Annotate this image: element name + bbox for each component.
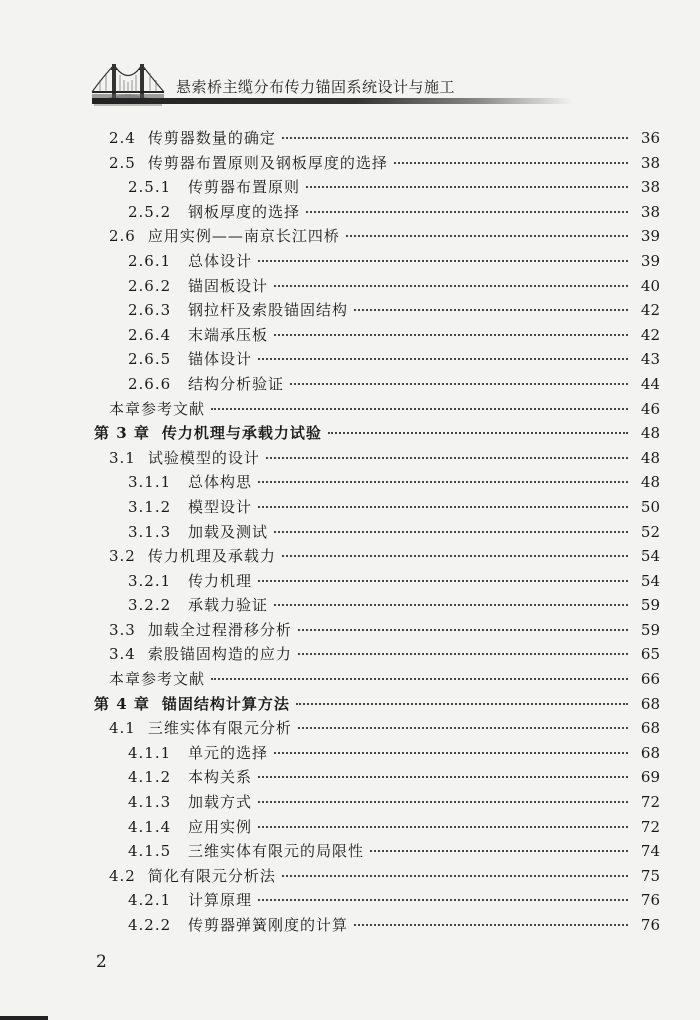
dot-leader [296,702,628,705]
toc-entry-page: 76 [640,916,660,934]
dot-leader [274,333,628,336]
toc-entry-title: 承载力验证 [188,596,269,615]
dot-leader [274,530,628,533]
dot-leader [298,726,628,729]
toc-entry-title: 应用实例 [188,817,253,836]
dot-leader [258,259,628,262]
toc-entry [94,741,660,766]
toc-entry-number: 4.2.1 [128,891,172,910]
toc-entry-number: 2.6.1 [128,251,172,270]
dot-leader [258,480,628,483]
toc-entry-page: 39 [640,227,660,246]
toc-entry-number: 3.1.1 [128,473,172,492]
toc-entry-title: 传力机理 [188,571,253,590]
toc-entry-number: 3.2.1 [128,571,172,590]
corner-mark [0,1016,48,1020]
toc-entry [94,249,660,274]
toc-entry-title: 传剪器布置原则 [188,178,301,197]
toc-entry-number: 2.6.5 [128,350,172,369]
toc-entry [94,126,660,151]
page-number: 2 [96,952,107,972]
toc-entry-title: 加载及测试 [188,522,269,541]
toc-entry-title: 单元的选择 [188,743,269,762]
toc-entry [94,544,660,569]
toc-entry-number: 4.1 [109,719,136,738]
dot-leader [258,775,628,778]
toc-entry-title: 传剪器布置原则及钢板厚度的选择 [147,153,388,172]
toc-entry-title: 试验模型的设计 [147,448,260,467]
toc-entry-page: 38 [640,202,660,221]
toc-entry-title: 本章参考文献 [109,399,206,418]
toc-entry [94,372,660,397]
toc-chapter-entry [94,692,660,717]
dot-leader [306,185,628,188]
toc-entry [94,347,660,372]
toc-entry-number: 4.2.2 [128,916,172,934]
toc-entry-title: 应用实例——南京长江四桥 [147,227,340,246]
toc-entry [94,888,660,913]
toc-entry-page: 54 [640,571,660,590]
book-title: 悬索桥主缆分布传力锚固系统设计与施工 [176,78,456,96]
toc-entry-title: 钢板厚度的选择 [188,202,301,221]
toc-entry-title: 传力机理与承载力试验 [161,424,322,443]
toc-entry-title: 简化有限元分析法 [147,866,276,885]
toc-entry-page: 42 [640,301,660,320]
toc-entry-page: 40 [640,276,660,295]
toc-entry-page: 59 [640,620,660,639]
dot-leader [394,161,628,164]
toc-entry-page: 76 [640,891,660,910]
toc-entry-number: 第 4 章 [94,694,150,713]
toc-entry-number: 2.6.3 [128,301,172,320]
toc-entry-page: 65 [640,645,660,664]
header-rule [92,98,572,104]
toc-entry-number: 2.4 [109,129,136,147]
toc-entry [94,864,660,889]
toc-entry-page: 43 [640,350,660,369]
running-header [92,58,572,110]
toc-entry-number: 3.1.3 [128,522,172,541]
toc-entry-page: 68 [640,719,660,738]
toc-entry-number: 3.1.2 [128,497,172,516]
toc-entry [94,642,660,667]
toc-entry-number: 2.5.1 [128,178,172,197]
dot-leader [354,308,628,311]
toc-entry-page: 59 [640,596,660,615]
dot-leader [211,407,628,410]
toc-entry-page: 74 [640,842,660,861]
dot-leader [258,357,628,360]
toc-entry [94,298,660,323]
dot-leader [282,136,628,139]
toc-entry [94,716,660,741]
toc-entry-title: 模型设计 [188,497,253,516]
toc-entry-number: 2.5 [109,153,136,172]
toc-entry-page: 48 [640,448,660,467]
toc-entry [94,593,660,618]
dot-leader [306,210,628,213]
toc-entry-page: 52 [640,522,660,541]
toc-entry [94,200,660,225]
dot-leader [258,898,628,901]
dot-leader [258,800,628,803]
toc-entry-page: 38 [640,153,660,172]
toc-entry-page: 72 [640,817,660,836]
dot-leader [370,849,628,852]
dot-leader [328,431,628,434]
toc-entry-title: 锚固板设计 [188,276,269,295]
toc-entry-title: 本构关系 [188,768,253,787]
toc-entry-number: 4.1.3 [128,793,172,812]
toc-entry [94,765,660,790]
toc-entry-title: 总体构思 [188,473,253,492]
toc-entry-page: 39 [640,251,660,270]
toc-entry-number: 4.1.5 [128,842,172,861]
toc-entry-title: 本章参考文献 [109,670,206,689]
table-of-contents [94,126,660,938]
toc-entry-number: 4.1.4 [128,817,172,836]
dot-leader [258,505,628,508]
toc-entry-number: 4.1.2 [128,768,172,787]
dot-leader [290,382,628,385]
dot-leader [282,554,628,557]
toc-entry [94,175,660,200]
toc-entry [94,815,660,840]
toc-chapter-entry [94,421,660,446]
toc-entry-number: 2.6.2 [128,276,172,295]
dot-leader [274,751,628,754]
toc-entry-number: 3.3 [109,620,136,639]
toc-entry-number: 2.6 [109,227,136,246]
toc-entry-number: 3.4 [109,645,136,664]
toc-entry [94,839,660,864]
dot-leader [298,628,628,631]
toc-entry-number: 3.1 [109,448,136,467]
toc-entry-page: 75 [640,866,660,885]
toc-entry-page: 69 [640,768,660,787]
toc-entry-page: 68 [640,694,660,713]
dot-leader [258,579,628,582]
toc-entry-number: 3.2 [109,547,136,566]
toc-entry [94,224,660,249]
toc-entry [94,790,660,815]
toc-entry-page: 68 [640,743,660,762]
dot-leader [258,825,628,828]
toc-entry-page: 50 [640,497,660,516]
toc-entry-title: 结构分析验证 [188,374,285,393]
toc-entry-number: 3.2.2 [128,596,172,615]
toc-entry-page: 38 [640,178,660,197]
toc-entry-page: 54 [640,547,660,566]
dot-leader [298,652,628,655]
toc-entry-page: 44 [640,374,660,393]
toc-entry-page: 36 [640,129,660,147]
toc-entry [94,618,660,643]
toc-entry [94,151,660,176]
toc-entry-title: 传力机理及承载力 [147,547,276,566]
toc-entry-title: 三维实体有限元的局限性 [188,842,365,861]
dot-leader [346,234,628,237]
toc-entry-title: 传剪器弹簧刚度的计算 [188,916,349,934]
toc-entry-number: 第 3 章 [94,424,150,443]
toc-entry-number: 4.2 [109,866,136,885]
toc-entry [94,667,660,692]
dot-leader [282,874,628,877]
dot-leader [211,677,628,680]
toc-entry-title: 加载方式 [188,793,253,812]
dot-leader [266,456,628,459]
toc-entry-title: 三维实体有限元分析 [147,719,292,738]
toc-entry-page: 42 [640,325,660,344]
toc-entry [94,274,660,299]
toc-entry [94,495,660,520]
toc-entry [94,470,660,495]
toc-entry-title: 锚体设计 [188,350,253,369]
toc-entry [94,446,660,471]
toc-entry-title: 末端承压板 [188,325,269,344]
toc-entry-page: 66 [640,670,660,689]
toc-entry-page: 48 [640,473,660,492]
toc-entry-title: 计算原理 [188,891,253,910]
toc-entry [94,397,660,422]
toc-entry [94,323,660,348]
toc-entry-title: 加载全过程滑移分析 [147,620,292,639]
dot-leader [274,603,628,606]
toc-entry-title: 传剪器数量的确定 [147,129,276,147]
toc-entry-title: 总体设计 [188,251,253,270]
toc-entry-title: 索股锚固构造的应力 [147,645,292,664]
toc-entry [94,569,660,594]
toc-entry-number: 2.6.6 [128,374,172,393]
toc-entry-page: 46 [640,399,660,418]
toc-entry [94,913,660,938]
toc-entry-number: 2.5.2 [128,202,172,221]
toc-entry-page: 48 [640,424,660,443]
toc-entry-title: 钢拉杆及索股锚固结构 [188,301,349,320]
dot-leader [354,923,628,926]
dot-leader [274,284,628,287]
toc-entry-number: 4.1.1 [128,743,172,762]
toc-entry [94,520,660,545]
toc-entry-page: 72 [640,793,660,812]
toc-entry-title: 锚固结构计算方法 [161,694,290,713]
toc-entry-number: 2.6.4 [128,325,172,344]
